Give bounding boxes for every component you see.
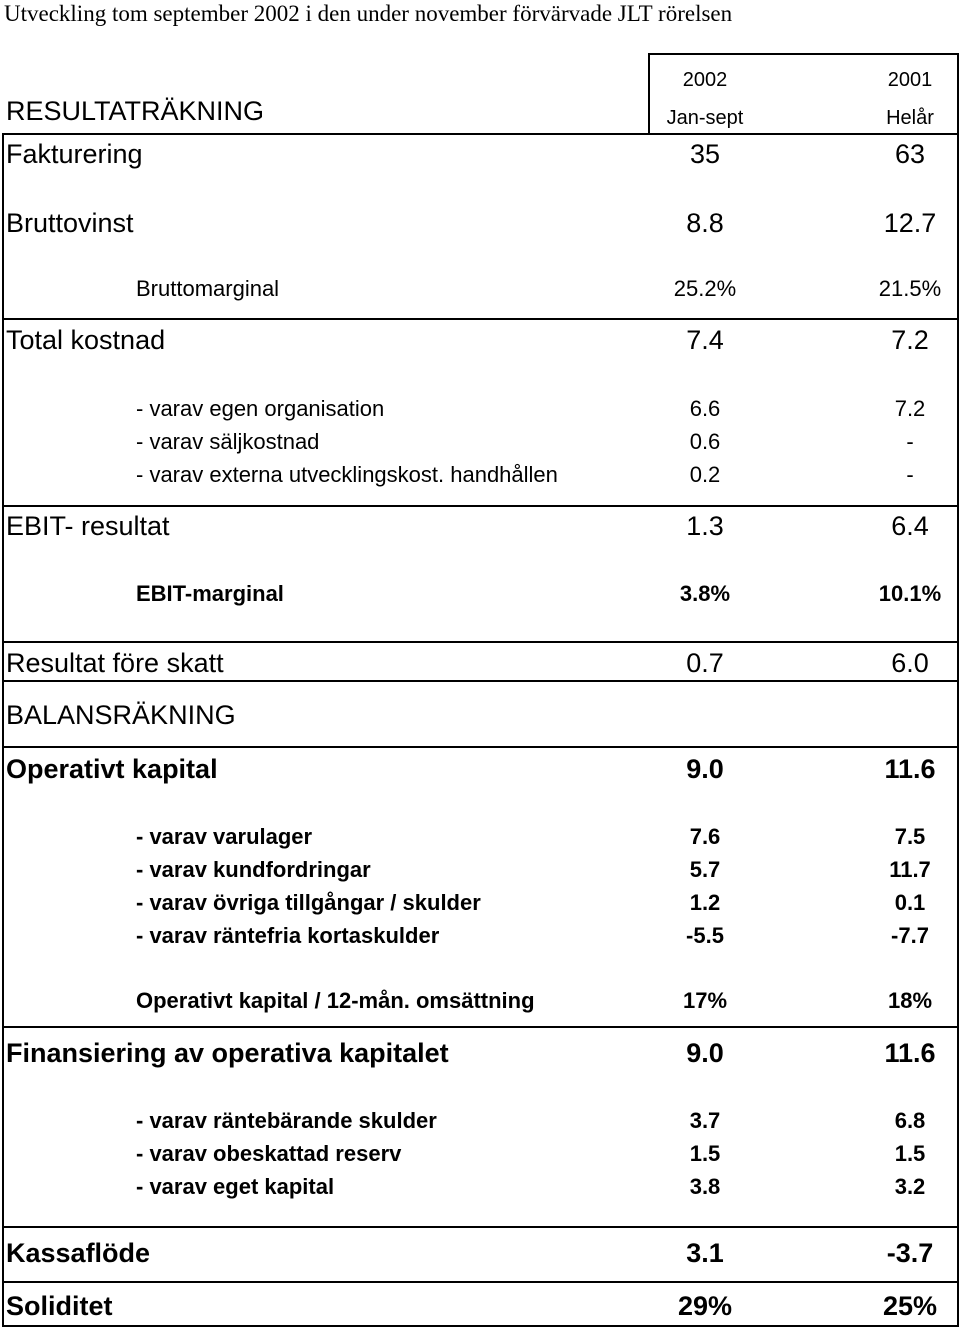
divider — [2, 133, 959, 135]
row-value-2001: 3.2 — [894, 1174, 926, 1199]
row-value-2002: 6.6 — [689, 396, 721, 421]
row-value-2002: 25.2% — [673, 276, 737, 301]
col1-year: 2002 — [682, 69, 728, 91]
row-value-2001: 0.1 — [894, 890, 926, 915]
row-value-2002: 3.8 — [689, 1174, 721, 1199]
divider — [2, 641, 959, 643]
row-label: Resultat före skatt — [6, 648, 224, 678]
row-value-2001: 25% — [882, 1291, 938, 1321]
row-value-2001: 11.6 — [884, 754, 936, 784]
row-value-2001: 11.7 — [889, 857, 931, 882]
row-value-2002: 5.7 — [689, 857, 721, 882]
section-title-balans: BALANSRÄKNING — [6, 702, 240, 729]
row-label: - varav obeskattad reserv — [136, 1141, 402, 1166]
row-value-2002: 9.0 — [686, 1038, 724, 1068]
row-value-2001: 12.7 — [883, 208, 937, 238]
row-label: Finansiering av operativa kapitalet — [6, 1038, 449, 1068]
row-value-2002: 9.0 — [686, 754, 724, 784]
row-value-2001: 6.8 — [894, 1108, 926, 1133]
section-title-resultat: RESULTATRÄKNING — [6, 96, 265, 126]
row-label: - varav övriga tillgångar / skulder — [136, 890, 481, 915]
row-value-2002: 0.7 — [686, 648, 724, 678]
divider — [2, 1026, 959, 1028]
row-value-2002: 1.2 — [689, 890, 721, 915]
row-value-2002: 3.1 — [686, 1238, 724, 1268]
row-value-2002: 1.3 — [686, 511, 724, 541]
header-border-top — [648, 53, 959, 55]
divider — [2, 1226, 959, 1228]
row-label: Bruttomarginal — [136, 276, 280, 301]
row-value-2002: 7.4 — [686, 325, 724, 355]
row-value-2001: - — [906, 429, 914, 454]
row-value-2002: 8.8 — [686, 208, 724, 238]
row-label: Operativt kapital — [6, 754, 218, 784]
row-value-2002: 3.7 — [689, 1108, 721, 1133]
row-label: - varav räntebärande skulder — [136, 1108, 437, 1133]
row-value-2001: 21.5% — [878, 276, 942, 301]
divider — [2, 1281, 959, 1283]
divider — [2, 318, 959, 320]
row-label: EBIT-marginal — [136, 581, 284, 606]
row-value-2001: -3.7 — [886, 1238, 934, 1268]
row-label: - varav externa utvecklingskost. handhållen — [136, 462, 558, 487]
row-label: - varav varulager — [136, 824, 313, 849]
row-value-2002: 0.2 — [689, 462, 721, 487]
col1-period: Jan-sept — [666, 107, 744, 129]
row-value-2002: 29% — [677, 1291, 733, 1321]
row-value-2001: 6.4 — [891, 511, 929, 541]
row-value-2002: 7.6 — [689, 824, 721, 849]
row-value-2001: 11.6 — [884, 1038, 936, 1068]
row-value-2001: -7.7 — [891, 923, 929, 948]
page-title: Utveckling tom september 2002 i den under november förvärvade JLT rörelsen — [4, 1, 733, 26]
row-label: - varav eget kapital — [136, 1174, 335, 1199]
row-value-2002: 35 — [689, 139, 721, 169]
divider — [2, 505, 959, 507]
row-value-2002: 0.6 — [689, 429, 721, 454]
row-value-2002: 3.8% — [679, 581, 731, 606]
row-label: Kassaflöde — [6, 1238, 151, 1268]
col2-period: Helår — [886, 107, 934, 129]
row-label: Bruttovinst — [6, 208, 134, 238]
row-label: Operativt kapital / 12-mån. omsättning — [136, 988, 535, 1013]
row-value-2001: 63 — [894, 139, 926, 169]
row-label: Total kostnad — [6, 325, 166, 355]
row-value-2001: 7.5 — [894, 824, 926, 849]
row-label: Fakturering — [6, 139, 143, 169]
row-value-2001: 6.0 — [891, 648, 929, 678]
row-value-2002: 17% — [682, 988, 728, 1013]
row-label: - varav egen organisation — [136, 396, 385, 421]
row-value-2001: 18% — [887, 988, 933, 1013]
row-label: - varav räntefria kortaskulder — [136, 923, 440, 948]
divider — [2, 746, 959, 748]
row-value-2001: - — [906, 462, 914, 487]
row-value-2001: 7.2 — [894, 396, 926, 421]
row-value-2001: 7.2 — [891, 325, 929, 355]
col2-year: 2001 — [887, 69, 933, 91]
row-value-2001: 10.1% — [878, 581, 942, 606]
row-value-2002: 1.5 — [689, 1141, 721, 1166]
row-value-2001: 1.5 — [894, 1141, 926, 1166]
row-label: EBIT- resultat — [6, 511, 170, 541]
row-label: - varav kundfordringar — [136, 857, 371, 882]
row-value-2002: -5.5 — [686, 923, 724, 948]
row-label: - varav säljkostnad — [136, 429, 320, 454]
row-label: Soliditet — [6, 1291, 113, 1321]
divider — [2, 680, 959, 682]
table-border-left — [2, 133, 4, 1327]
